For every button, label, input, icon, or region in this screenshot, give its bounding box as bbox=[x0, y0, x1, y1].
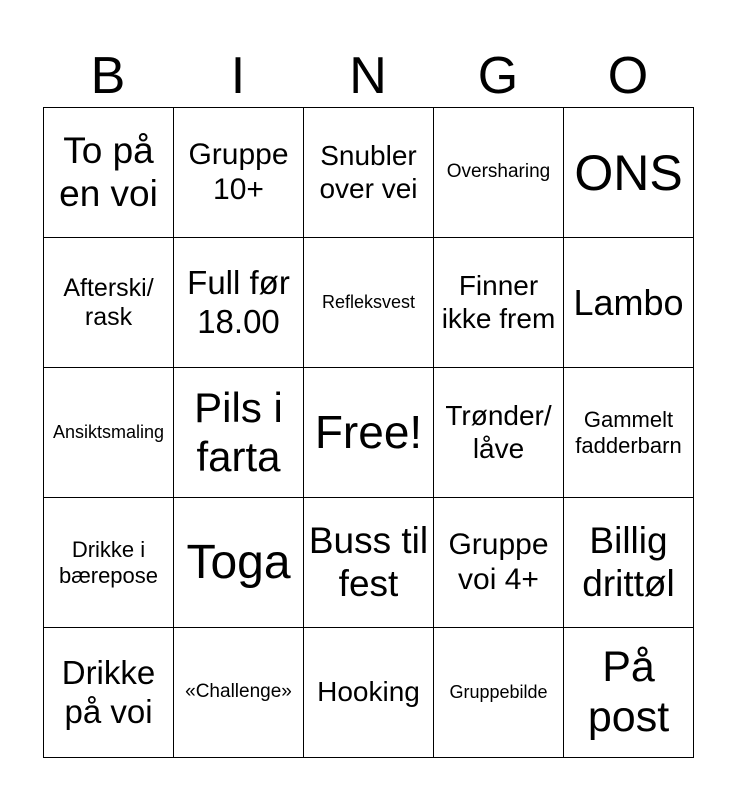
cell-label: Gruppebilde bbox=[449, 681, 548, 702]
cell-label: Oversharing bbox=[446, 161, 551, 183]
cell-label: ONS bbox=[574, 144, 683, 201]
header-letter-n: N bbox=[349, 47, 387, 105]
cell-label: Lambo bbox=[573, 281, 684, 323]
bingo-cell[interactable] bbox=[174, 238, 304, 368]
bingo-cell[interactable] bbox=[44, 628, 174, 758]
bingo-cell[interactable] bbox=[174, 498, 304, 628]
cell-label: Billig drittøl bbox=[582, 519, 675, 604]
header-letter-b: B bbox=[90, 47, 126, 105]
cell-label: Ansiktsmaling bbox=[52, 421, 165, 442]
bingo-cell[interactable] bbox=[434, 498, 564, 628]
header-letter-g: G bbox=[477, 47, 519, 105]
bingo-cell[interactable] bbox=[44, 498, 174, 628]
cell-label: Gruppe 10+ bbox=[188, 137, 289, 206]
bingo-cell[interactable] bbox=[304, 498, 434, 628]
bingo-cell[interactable] bbox=[44, 238, 174, 368]
bingo-cell[interactable] bbox=[44, 368, 174, 498]
bingo-cell[interactable] bbox=[304, 108, 434, 238]
cell-label: Pils i farta bbox=[194, 383, 283, 480]
cell-label: Toga bbox=[186, 535, 291, 589]
bingo-cell[interactable] bbox=[44, 108, 174, 238]
bingo-header bbox=[43, 44, 693, 108]
bingo-cell[interactable] bbox=[564, 628, 694, 758]
bingo-cell[interactable] bbox=[304, 238, 434, 368]
cell-label: Refleksvest bbox=[321, 291, 416, 312]
bingo-cell[interactable] bbox=[434, 238, 564, 368]
cell-label: Hooking bbox=[317, 676, 420, 708]
cell-label: Afterski/ rask bbox=[63, 273, 154, 331]
cell-label: Snubler over vei bbox=[319, 140, 418, 204]
bingo-cell[interactable] bbox=[174, 368, 304, 498]
bingo-cell[interactable] bbox=[174, 108, 304, 238]
bingo-cell[interactable] bbox=[304, 628, 434, 758]
cell-label: Buss til fest bbox=[308, 519, 429, 604]
cell-label: På post bbox=[587, 642, 670, 741]
cell-label: Drikke i bærepose bbox=[58, 536, 159, 588]
bingo-cell[interactable] bbox=[434, 628, 564, 758]
bingo-cell-free[interactable] bbox=[304, 368, 434, 498]
cell-label: «Challenge» bbox=[185, 681, 292, 703]
cell-label: Gammelt fadderbarn bbox=[575, 406, 682, 458]
bingo-cell[interactable] bbox=[564, 238, 694, 368]
bingo-cell[interactable] bbox=[564, 108, 694, 238]
cell-label: Gruppe voi 4+ bbox=[448, 527, 549, 596]
header-letter-o: O bbox=[607, 47, 649, 105]
bingo-card-grid bbox=[43, 107, 694, 758]
bingo-cell[interactable] bbox=[174, 628, 304, 758]
header-letter-i: I bbox=[230, 47, 246, 105]
cell-label: Full før 18.00 bbox=[187, 264, 290, 340]
cell-label: To på en voi bbox=[59, 129, 158, 214]
cell-label: Finner ikke frem bbox=[441, 270, 556, 334]
bingo-cell[interactable] bbox=[434, 108, 564, 238]
cell-label: Trønder/ låve bbox=[445, 400, 552, 464]
cell-label: Drikke på voi bbox=[61, 654, 156, 730]
bingo-cell[interactable] bbox=[564, 368, 694, 498]
cell-label: Free! bbox=[314, 405, 423, 458]
bingo-cell[interactable] bbox=[564, 498, 694, 628]
bingo-cell[interactable] bbox=[434, 368, 564, 498]
